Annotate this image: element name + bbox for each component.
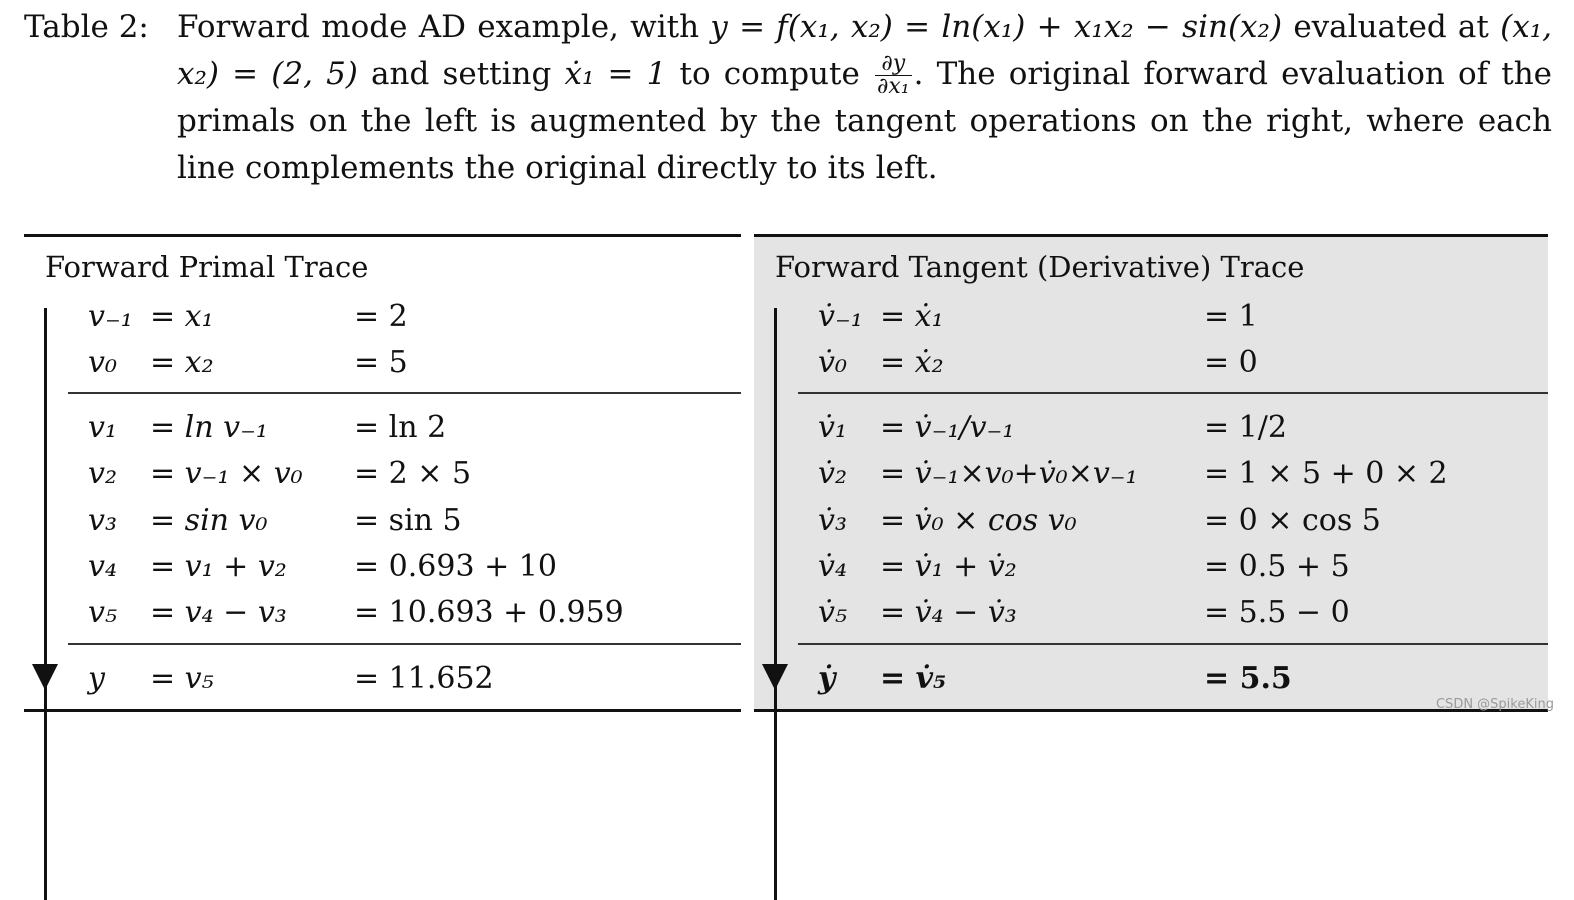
- trace-val: = sin 5: [354, 503, 462, 538]
- tangent-trace-title: Forward Tangent (Derivative) Trace: [775, 250, 1305, 284]
- trace-def: = v̇₄ − v̇₃: [880, 595, 1017, 630]
- top-rule: [24, 234, 741, 237]
- trace-lhs: v₅: [88, 595, 117, 630]
- trace-lhs: ẏ: [818, 661, 836, 696]
- trace-def: = v̇₀ × cos v₀: [880, 503, 1077, 538]
- trace-row: [754, 451, 1548, 497]
- trace-def: = v̇₋₁/v₋₁: [880, 410, 1015, 445]
- trace-val: = 1 × 5 + 0 × 2: [1204, 456, 1448, 491]
- trace-lhs: v̇₂: [818, 456, 847, 491]
- caption-text-part: Forward mode AD example, with: [177, 9, 711, 45]
- caption-text-part: to compute: [666, 56, 873, 92]
- caption-text-part: . The original forward evaluation of the primals on the left is augmented by the tangent operations on the right, where each line complements the original directly to its left.: [177, 56, 1553, 186]
- trace-val: = 5: [354, 345, 408, 380]
- trace-def: = ln v₋₁: [150, 410, 268, 445]
- trace-row: [754, 498, 1548, 544]
- trace-def: = v̇₁ + v̇₂: [880, 549, 1017, 584]
- trace-val: = 0.5 + 5: [1204, 549, 1350, 584]
- caption-text-part: and setting: [357, 56, 565, 92]
- trace-lhs: v̇₋₁: [818, 299, 863, 334]
- trace-val: = 5.5 − 0: [1204, 595, 1350, 630]
- trace-lhs: v̇₃: [818, 503, 847, 538]
- separator-rule: [798, 392, 1548, 394]
- trace-lhs: v₄: [88, 549, 117, 584]
- trace-lhs: v₁: [88, 410, 117, 445]
- table-caption: [24, 4, 1552, 192]
- trace-def: = ẋ₁: [880, 299, 944, 334]
- trace-row: [24, 656, 741, 702]
- trace-row: [754, 544, 1548, 590]
- trace-def: = v₅: [150, 661, 214, 696]
- top-rule: [754, 234, 1548, 237]
- trace-row: [24, 294, 741, 340]
- trace-lhs: v₂: [88, 456, 117, 491]
- trace-row: [754, 590, 1548, 636]
- trace-lhs: v₋₁: [88, 299, 133, 334]
- trace-def: = sin v₀: [150, 503, 268, 538]
- trace-val: = ln 2: [354, 410, 447, 445]
- trace-val: = 0: [1204, 345, 1258, 380]
- trace-lhs: v̇₁: [818, 410, 847, 445]
- caption-text-part: evaluated at: [1282, 9, 1501, 45]
- caption-label: Table 2:: [24, 9, 149, 45]
- separator-rule: [798, 643, 1548, 645]
- trace-row: [24, 590, 741, 636]
- trace-row: [754, 405, 1548, 451]
- trace-lhs: v₀: [88, 345, 117, 380]
- primal-trace-panel: [24, 234, 741, 712]
- trace-val: = 0.693 + 10: [354, 549, 557, 584]
- trace-row: [24, 544, 741, 590]
- trace-def: = v₁ + v₂: [150, 549, 287, 584]
- trace-def: = x₁: [150, 299, 214, 334]
- fraction-denominator: ∂x₁: [876, 74, 910, 99]
- bottom-rule: [24, 709, 741, 712]
- trace-def: = v₄ − v₃: [150, 595, 287, 630]
- watermark: CSDN @SpikeKing: [1435, 697, 1554, 712]
- caption-seed: ẋ₁ = 1: [564, 56, 667, 92]
- trace-val: = 2 × 5: [354, 456, 472, 491]
- trace-val: = 2: [354, 299, 408, 334]
- trace-lhs: v̇₅: [818, 595, 847, 630]
- trace-val: = 1: [1204, 299, 1258, 334]
- trace-def: = v₋₁ × v₀: [150, 456, 303, 491]
- primal-trace-title: Forward Primal Trace: [45, 250, 369, 284]
- trace-val: = 0 × cos 5: [1204, 503, 1381, 538]
- bottom-rule: [754, 709, 1548, 712]
- trace-val: = 10.693 + 0.959: [354, 595, 624, 630]
- trace-val: = 11.652: [354, 661, 494, 696]
- partial-derivative-fraction: [875, 53, 912, 98]
- trace-row: [754, 340, 1548, 386]
- tangent-trace-panel: [754, 234, 1548, 712]
- caption-point: (x₁, x₂) = (2, 5): [177, 9, 1552, 92]
- trace-val: = 5.5: [1204, 661, 1292, 696]
- trace-row: [754, 656, 1548, 702]
- trace-lhs: v₃: [88, 503, 117, 538]
- trace-row: [24, 405, 741, 451]
- separator-rule: [68, 643, 741, 645]
- trace-lhs: v̇₀: [818, 345, 847, 380]
- trace-lhs: v̇₄: [818, 549, 847, 584]
- trace-def: = v̇₋₁×v₀+v̇₀×v₋₁: [880, 456, 1138, 491]
- trace-lhs: y: [88, 661, 105, 696]
- fraction-numerator: ∂y: [875, 53, 912, 76]
- trace-row: [24, 498, 741, 544]
- trace-def: = ẋ₂: [880, 345, 944, 380]
- separator-rule: [68, 392, 741, 394]
- caption-equation: y = f(x₁, x₂) = ln(x₁) + x₁x₂ − sin(x₂): [710, 9, 1283, 45]
- caption-text: [177, 4, 1552, 192]
- trace-row: [754, 294, 1548, 340]
- trace-row: [24, 340, 741, 386]
- trace-def: = v̇₅: [880, 661, 947, 696]
- trace-row: [24, 451, 741, 497]
- trace-def: = x₂: [150, 345, 214, 380]
- trace-val: = 1/2: [1204, 410, 1287, 445]
